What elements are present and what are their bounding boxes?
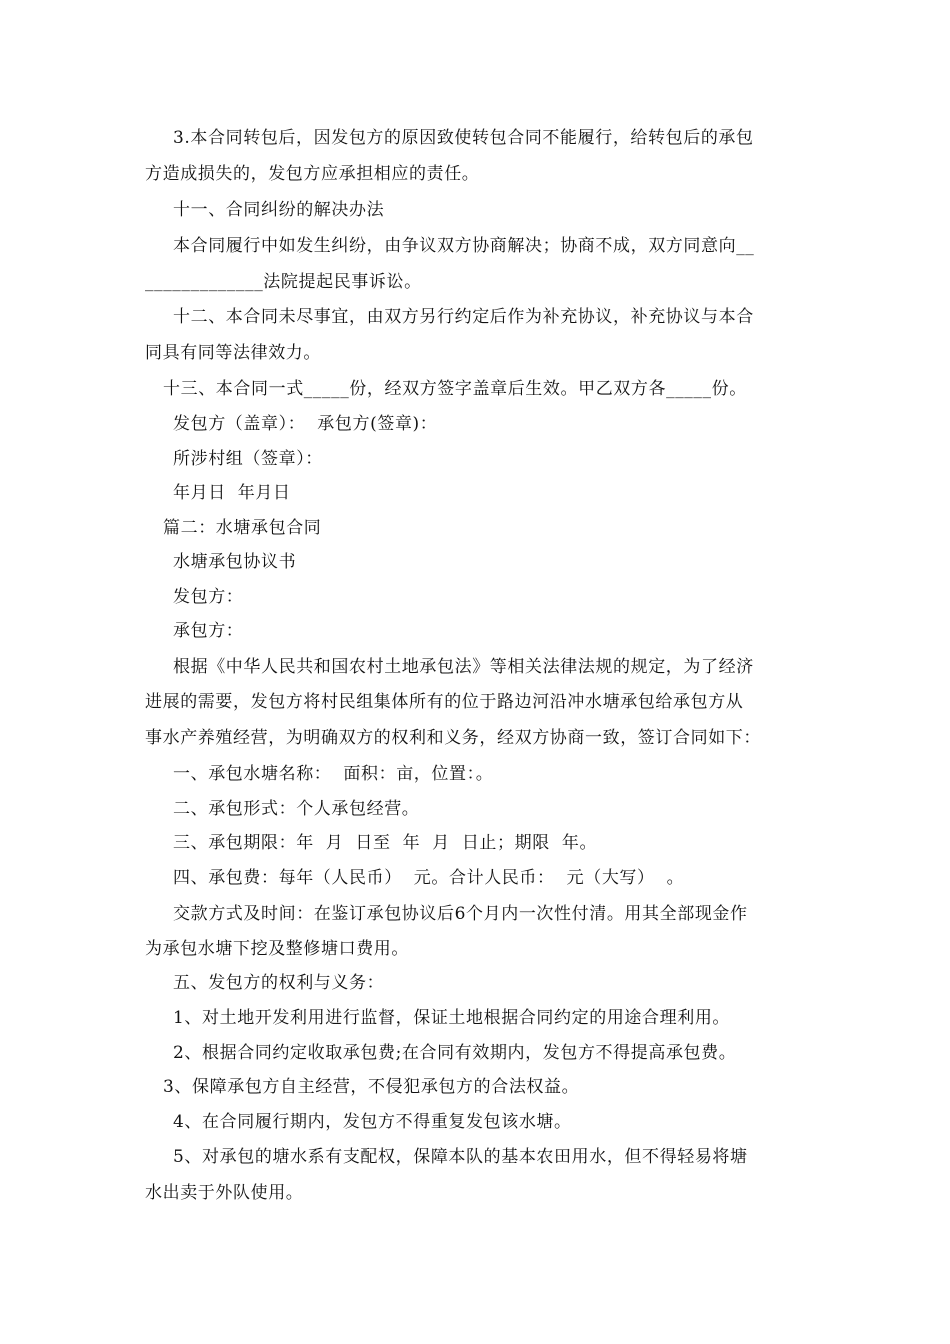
signature-line-parties: 发包方（盖章）： 承包方(签章)： — [173, 414, 438, 434]
document-title: 水塘承包协议书 — [173, 552, 297, 572]
text-line-6: 十二、本合同未尽事宜，由双方另行约定后作为补充协议，补充协议与本合 — [173, 307, 754, 327]
clause-3: 三、承包期限：年 月 日至 年 月 日止；期限 年。 — [173, 833, 598, 853]
clause-4: 四、承包费：每年（人民币） 元。合计人民币： 元（大写） 。 — [173, 868, 685, 888]
section-title-part2: 篇二：水塘承包合同 — [163, 518, 322, 538]
item-4: 4、在合同履行期内，发包方不得重复发包该水塘。 — [173, 1112, 572, 1132]
text-line-5: _____________法院提起民事诉讼。 — [145, 272, 422, 292]
clause-5: 五、发包方的权利与义务： — [173, 973, 385, 993]
signature-line-village: 所涉村组（签章）： — [173, 449, 323, 469]
clause-1: 一、承包水塘名称： 面积：亩，位置：。 — [173, 764, 494, 784]
date-line: 年月日 年月日 — [173, 483, 291, 503]
item-5: 5、对承包的塘水系有支配权，保障本队的基本农田用水，但不得轻易将塘 — [173, 1147, 748, 1167]
text-line-8: 十三、本合同一式_____份，经双方签字盖章后生效。甲乙双方各_____份。 — [163, 379, 747, 399]
text-line-24: 为承包水塘下挖及整修塘口费用。 — [145, 939, 409, 959]
item-2: 2、根据合同约定收取承包费;在合同有效期内，发包方不得提高承包费。 — [173, 1043, 737, 1063]
text-line-31: 水出卖于外队使用。 — [145, 1183, 304, 1203]
section-heading-11: 十一、合同纠纷的解决办法 — [173, 200, 385, 220]
text-line-16: 根据《中华人民共和国农村土地承包法》等相关法律法规的规定，为了经济 — [173, 657, 754, 677]
item-1: 1、对土地开发利用进行监督，保证土地根据合同约定的用途合理利用。 — [173, 1008, 731, 1028]
text-line-7: 同具有同等法律效力。 — [145, 343, 321, 363]
clause-2: 二、承包形式：个人承包经营。 — [173, 799, 420, 819]
text-line-1: 3.本合同转包后，因发包方的原因致使转包合同不能履行，给转包后的承包 — [173, 128, 754, 148]
text-line-23: 交款方式及时间：在鉴订承包协议后6个月内一次性付清。用其全部现金作 — [173, 904, 748, 924]
party-contractor: 承包方： — [173, 621, 244, 641]
party-issuer: 发包方： — [173, 587, 244, 607]
item-3: 3、保障承包方自主经营，不侵犯承包方的合法权益。 — [163, 1077, 580, 1097]
text-line-18: 事水产养殖经营，为明确双方的权利和义务，经双方协商一致，签订合同如下： — [145, 728, 761, 748]
text-line-17: 进展的需要，发包方将村民组集体所有的位于路边河沿冲水塘承包给承包方从 — [145, 692, 744, 712]
text-line-4: 本合同履行中如发生纠纷，由争议双方协商解决；协商不成，双方同意向__ — [173, 236, 755, 256]
text-line-2: 方造成损失的，发包方应承担相应的责任。 — [145, 164, 480, 184]
